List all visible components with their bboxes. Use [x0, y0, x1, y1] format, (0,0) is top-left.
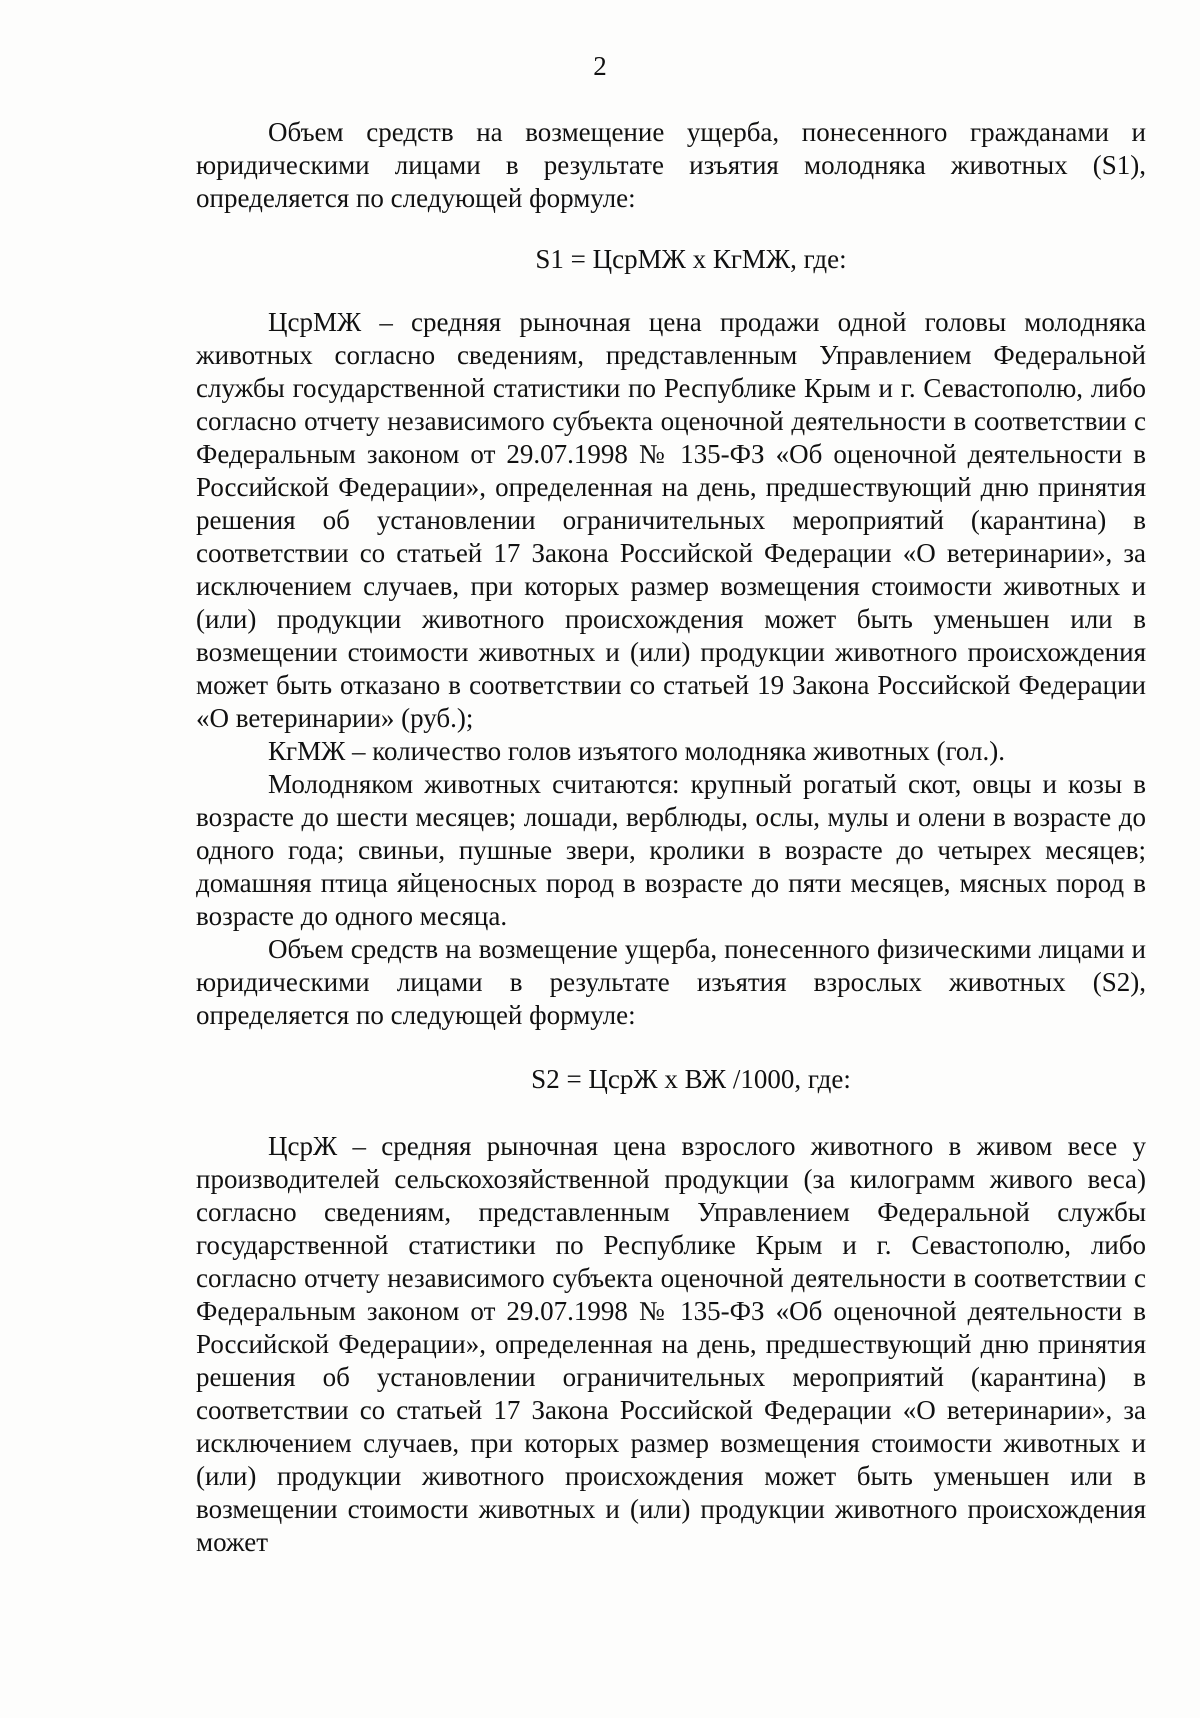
formula-s1: S1 = ЦсрМЖ х КгМЖ, где:	[535, 244, 847, 274]
document-body	[196, 116, 1146, 1559]
paragraph-young-animals: Молодняком животных считаются: крупный рогатый скот, овцы и козы в возрасте до шести месяцев; лошади, верблюды, ослы, мулы и олени в возрасте до одного года; свиньи, пушные звери, кролики в возрасте до четырех месяцев; домашняя птица яйценосных пород в возрасте до пяти месяцев, мясных пород в возрасте до одного месяца.	[196, 769, 1146, 931]
formula-s2: S2 = ЦсрЖ х ВЖ /1000, где:	[531, 1064, 851, 1094]
page-number: 2	[593, 51, 607, 81]
paragraph-csrzh-definition: ЦсрЖ – средняя рыночная цена взрослого животного в живом весе у производителей сельскохозяйственной продукции (за килограмм живого веса) согласно сведениям, представленным Управлением Федеральной службы государственной статистики по Республике Крым и г. Севастополю, либо согласно отчету независимого субъекта оценочной деятельности в соответствии с Федеральным законом от 29.07.1998 № 135-ФЗ «Об оценочной деятельности в Российской Федерации», определенная на день, предшествующий дню принятия решения об установлении ограничительных мероприятий (карантина) в соответствии со статьей 17 Закона Российской Федерации «О ветеринарии», за исключением случаев, при которых размер возмещения стоимости животных и (или) продукции животного происхождения может быть уменьшен или в возмещении стоимости животных и (или) продукции животного происхождения может	[196, 1131, 1146, 1557]
paragraph-csrmzh-definition: ЦсрМЖ – средняя рыночная цена продажи одной головы молодняка животных согласно сведениям, представленным Управлением Федеральной службы государственной статистики по Республике Крым и г. Севастополю, либо согласно отчету независимого субъекта оценочной деятельности в соответствии с Федеральным законом от 29.07.1998 № 135-ФЗ «Об оценочной деятельности в Российской Федерации», определенная на день, предшествующий дню принятия решения об установлении ограничительных мероприятий (карантина) в соответствии со статьей 17 Закона Российской Федерации «О ветеринарии», за исключением случаев, при которых размер возмещения стоимости животных и (или) продукции животного происхождения может быть уменьшен или в возмещении стоимости животных и (или) продукции животного происхождения может быть отказано в соответствии со статьей 19 Закона Российской Федерации «О ветеринарии» (руб.);	[196, 307, 1146, 733]
paragraph-s1-intro: Объем средств на возмещение ущерба, понесенного гражданами и юридическими лицами в результате изъятия молодняка животных (S1), определяется по следующей формуле:	[196, 117, 1146, 213]
paragraph-kgmzh-definition: КгМЖ – количество голов изъятого молодняка животных (гол.).	[268, 736, 1006, 766]
paragraph-s2-intro: Объем средств на возмещение ущерба, понесенного физическими лицами и юридическими лицами в результате изъятия взрослых животных (S2), определяется по следующей формуле:	[196, 934, 1146, 1030]
